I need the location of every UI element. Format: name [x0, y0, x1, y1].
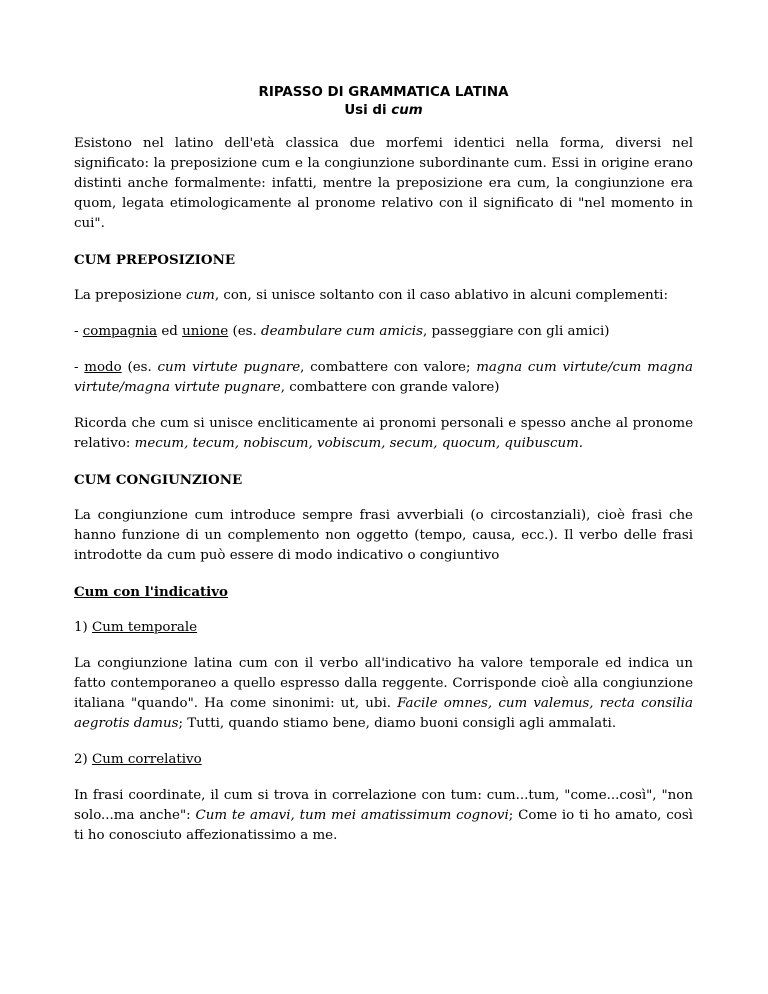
- italic-span: cum virtute pugnare: [157, 360, 301, 375]
- text-span: (es.: [228, 324, 262, 339]
- italic-span: Cum te amavi, tum mei amatissimum cognovi: [195, 808, 509, 823]
- list-item-compagnia: [74, 322, 693, 342]
- item-number: 1): [74, 620, 93, 635]
- title-line-1: RIPASSO DI GRAMMATICA LATINA: [258, 85, 509, 100]
- text-span: , combattere con valore;: [300, 360, 477, 375]
- preposizione-paragraph: [74, 286, 693, 306]
- underlined-term: unione: [182, 324, 229, 339]
- item-number: 2): [74, 752, 93, 767]
- text-span: , con, si unisce soltanto con il caso ablativo in alcuni complementi:: [214, 288, 668, 303]
- title-line-2: [74, 102, 693, 120]
- text-span: , combattere con grande valore): [280, 380, 500, 395]
- italic-span: Facile omnes, cum valemus, recta consilia aegrotis damus: [74, 696, 693, 731]
- italic-span: mecum, tecum, nobiscum, vobiscum, secum, quocum, quibuscum.: [134, 436, 584, 451]
- document-page: [74, 84, 693, 846]
- italic-span: cum: [186, 288, 215, 303]
- text-span: ; Tutti, quando stiamo bene, diamo buoni consigli agli ammalati.: [178, 716, 617, 731]
- item-2-paragraph: [74, 786, 693, 846]
- text-span: La congiunzione latina cum con il verbo all'indicativo ha valore temporale ed indica un fatto contemporaneo a quello espresso dalla reggente. Corrisponde cioè alla congiunzione italiana "quando". Ha come sinonimi: ut, ubi.: [74, 656, 693, 711]
- item-label: Cum temporale: [92, 620, 198, 635]
- dash: -: [74, 360, 85, 375]
- text-span: , passeggiare con gli amici): [422, 324, 610, 339]
- item-2-heading: [74, 750, 693, 770]
- italic-span: magna cum virtute/cum magna virtute/magna virtute pugnare: [74, 360, 693, 395]
- document-title: [74, 84, 693, 120]
- underlined-term: compagnia: [82, 324, 158, 339]
- section-heading-preposizione: CUM PREPOSIZIONE: [74, 252, 236, 268]
- underlined-term: modo: [84, 360, 122, 375]
- congiunzione-paragraph: La congiunzione cum introduce sempre frasi avverbiali (o circostanziali), cioè frasi che hanno funzione di un complemento non oggetto (tempo, causa, ecc.). Il verbo delle frasi introdotte da cum può essere di modo indicativo o congiuntivo: [74, 508, 693, 563]
- item-1-paragraph: [74, 654, 693, 734]
- item-1-heading: [74, 618, 693, 638]
- italic-span: deambulare cum amicis: [261, 324, 423, 339]
- item-label: Cum correlativo: [92, 752, 202, 767]
- list-item-modo: [74, 358, 693, 398]
- title-prefix: Usi di: [344, 103, 392, 118]
- text-span: La preposizione: [74, 288, 187, 303]
- text-span: (es.: [121, 360, 158, 375]
- section-heading-congiunzione: CUM CONGIUNZIONE: [74, 472, 243, 488]
- text-span: Ricorda che cum si unisce encliticamente ai pronomi personali e spesso anche al pronome relativo:: [74, 416, 693, 451]
- text-span: ed: [157, 324, 183, 339]
- dash: -: [74, 324, 83, 339]
- enclitic-paragraph: [74, 414, 693, 454]
- subheading-indicativo: Cum con l'indicativo: [74, 584, 228, 600]
- intro-paragraph: Esistono nel latino dell'età classica due morfemi identici nella forma, diversi nel significato: la preposizione cum e la congiunzione subordinante cum. Essi in origine erano distinti anche formalmente: infatti, mentre la preposizione era cum, la congiunzione era quom, legata etimologicamente al pronome relativo con il significato di "nel momento in cui".: [74, 136, 693, 231]
- text-span: ; Come io ti ho amato, così ti ho conosciuto affezionatissimo a me.: [74, 808, 693, 843]
- title-italic-cum: cum: [391, 103, 423, 118]
- text-span: In frasi coordinate, il cum si trova in correlazione con tum: cum...tum, "come...così", "non solo...ma anche":: [74, 788, 693, 823]
